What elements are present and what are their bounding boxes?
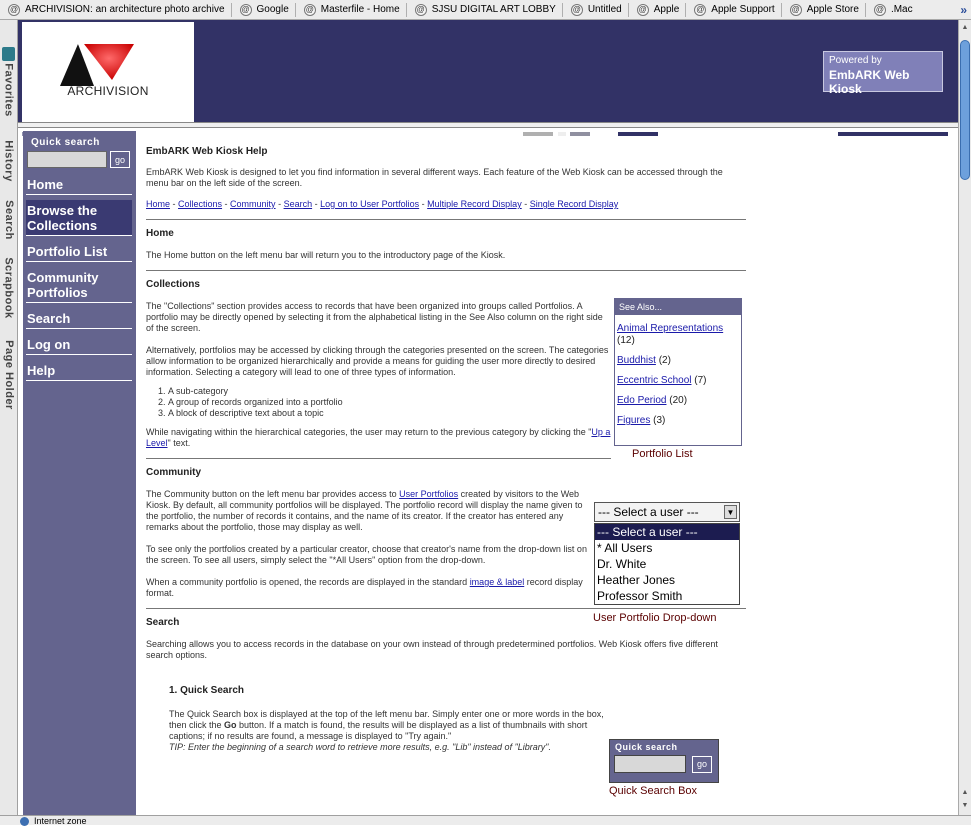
dropdown-option[interactable]: Professor Smith xyxy=(597,589,683,603)
text: The Quick Search box is displayed at the top of the left menu bar. Simply enter one or more words in the box, then click the xyxy=(169,709,604,730)
selected-value: --- Select a user --- xyxy=(598,505,699,519)
section-heading-search: Search xyxy=(146,617,180,628)
at-icon: @ xyxy=(241,4,250,14)
link-home[interactable]: Home xyxy=(146,199,171,209)
text: While navigating within the hierarchical categories, the user may return to the previous category by clicking the " xyxy=(146,427,592,437)
header-strip-pattern xyxy=(18,132,958,136)
at-icon: @ xyxy=(9,4,19,14)
link-up-a-level[interactable]: Up a Level xyxy=(146,427,611,448)
vertical-scrollbar[interactable] xyxy=(958,20,971,815)
at-icon: @ xyxy=(875,4,885,14)
at-icon: @ xyxy=(416,4,425,14)
divider xyxy=(146,270,746,271)
quick-search-input[interactable] xyxy=(27,151,107,168)
quick-search-example-go[interactable]: go xyxy=(692,756,712,773)
powered-line: Powered by xyxy=(829,55,882,66)
powered-product: EmbARK Web Kiosk xyxy=(829,68,910,96)
favorite-item[interactable] xyxy=(874,4,913,16)
quick-search-row xyxy=(23,148,136,168)
see-also-item xyxy=(615,395,741,407)
text: The Community button on the left menu bar provides access to xyxy=(146,489,400,499)
count: (20) xyxy=(669,395,688,406)
at-icon: @ xyxy=(638,4,647,14)
logo-text: ARCHIVISION xyxy=(67,84,149,98)
home-text: The Home button on the left menu bar will return you to the introductory page of the Kiosk. xyxy=(146,250,506,260)
divider xyxy=(146,219,746,220)
text: created by visitors to the Web Kiosk. By default, all community portfolios will be displayed. The portfolio record will display the name given to the portfolio, the number of records it contains, and the name of its creator. If the creator has entered any remarks about the portfolio, those may display as well. xyxy=(146,489,583,532)
collections-p2: Alternatively, portfolios may be accessed by clicking through the categories presented on the screen. The categories allow information to be organized hierarchically and provide a means for guiding the user more directly to desired information. Selecting a category will lead to one of three types of information. xyxy=(146,345,609,377)
nav-portfolio-list[interactable]: Portfolio List xyxy=(26,241,132,262)
archivision-logo[interactable] xyxy=(22,22,194,122)
community-p3 xyxy=(146,577,591,599)
separator xyxy=(295,3,296,17)
divider xyxy=(146,608,746,609)
site-header xyxy=(18,20,958,122)
quick-search-example-input[interactable] xyxy=(614,755,686,773)
favorite-item[interactable] xyxy=(8,4,225,16)
user-dropdown-caption: User Portfolio Drop-down xyxy=(593,612,717,624)
dropdown-option[interactable]: Heather Jones xyxy=(597,573,676,587)
see-also-item xyxy=(615,415,741,427)
left-menu-bar xyxy=(23,131,136,815)
favorite-label: Google xyxy=(256,4,289,15)
link-log-on[interactable]: Log on to User Portfolios xyxy=(320,199,420,209)
user-dropdown-list xyxy=(594,523,740,605)
see-also-link[interactable]: Edo Period xyxy=(617,395,667,406)
status-text: Internet zone xyxy=(34,816,87,826)
favorite-label: Untitled xyxy=(587,4,622,15)
tab-label: Search xyxy=(3,200,16,240)
see-also-link[interactable]: Eccentric School xyxy=(617,375,692,386)
count: (3) xyxy=(653,415,666,426)
portfolio-list-caption: Portfolio List xyxy=(632,448,693,460)
at-icon: @ xyxy=(791,4,800,14)
favorite-item[interactable] xyxy=(415,4,556,16)
tab-label: Favorites xyxy=(3,63,16,117)
favorites-bar xyxy=(0,0,971,20)
tab-favorites[interactable] xyxy=(0,50,18,130)
link-search[interactable]: Search xyxy=(283,199,313,209)
link-user-portfolios[interactable]: User Portfolios xyxy=(399,489,459,499)
tab-label: Scrapbook xyxy=(3,257,16,319)
favorite-item[interactable] xyxy=(637,4,680,16)
community-p2: To see only the portfolios created by a particular creator, choose that creator's name from the drop-down list on the screen. To see all users, simply select the "*All Users" option from the drop-down. xyxy=(146,544,587,565)
favorite-label: ARCHIVISION: an architecture photo archive xyxy=(25,4,225,15)
nav-log-on[interactable]: Log on xyxy=(26,334,132,355)
header-divider xyxy=(18,122,958,128)
see-also-link[interactable]: Buddhist xyxy=(617,355,656,366)
see-also-item xyxy=(615,323,741,347)
count: (7) xyxy=(694,375,707,386)
separator xyxy=(562,3,563,17)
at-icon: @ xyxy=(305,4,314,14)
nav-help[interactable]: Help xyxy=(26,360,132,381)
quick-search-example xyxy=(609,739,719,783)
tab-search[interactable] xyxy=(0,192,18,248)
favorite-label: Apple xyxy=(653,4,680,15)
favorite-item[interactable] xyxy=(240,4,289,16)
link-collections[interactable]: Collections xyxy=(178,199,223,209)
text: When a community portfolio is opened, the records are displayed in the standard xyxy=(146,577,470,587)
dropdown-option[interactable]: --- Select a user --- xyxy=(595,524,739,540)
see-also-item xyxy=(615,355,741,367)
see-also-panel xyxy=(614,298,742,446)
tab-label: Page Holder xyxy=(3,340,15,410)
quick-search-tip: TIP: Enter the beginning of a search word to retrieve more results, e.g. "Lib" instead of "Library". xyxy=(169,742,551,752)
nav-home[interactable]: Home xyxy=(26,174,132,195)
link-image-label[interactable]: image & label xyxy=(469,577,525,587)
scrollbar-thumb[interactable] xyxy=(960,40,970,180)
link-multiple-record[interactable]: Multiple Record Display xyxy=(427,199,522,209)
dropdown-option[interactable]: * All Users xyxy=(597,541,653,555)
separator xyxy=(781,3,782,17)
text: button. If a match is found, the results will be displayed as a list of thumbnails with short captions; if no results are found, a message is displayed to "Try again." xyxy=(169,720,588,741)
tab-page-holder[interactable] xyxy=(0,335,18,415)
text: record display format. xyxy=(146,577,583,598)
collections-p3 xyxy=(146,427,611,449)
list-item: 3. A block of descriptive text about a topic xyxy=(168,408,611,419)
explorer-side-tabs xyxy=(0,20,18,815)
collections-list xyxy=(168,386,611,419)
section-heading-home: Home xyxy=(146,228,174,239)
section-heading-collections: Collections xyxy=(146,279,200,290)
heading-quick-search: 1. Quick Search xyxy=(169,685,245,696)
at-icon: @ xyxy=(572,4,581,14)
link-community[interactable]: Community xyxy=(230,199,276,209)
quick-search-caption: Quick Search Box xyxy=(609,785,698,797)
favorite-item[interactable] xyxy=(304,4,400,16)
separator xyxy=(685,3,686,17)
quick-search-label: Quick search xyxy=(31,137,100,148)
see-also-heading: See Also... xyxy=(615,299,741,315)
favorite-label: SJSU DIGITAL ART LOBBY xyxy=(431,4,556,15)
separator xyxy=(406,3,407,17)
text: " text. xyxy=(167,438,191,448)
tab-label: History xyxy=(3,140,15,182)
see-also-item xyxy=(615,375,741,387)
favorite-label: Apple Support xyxy=(711,4,775,15)
user-select-dropdown[interactable] xyxy=(594,502,740,522)
count: (12) xyxy=(617,335,635,346)
logo-mark-icon xyxy=(22,22,194,122)
favorite-item[interactable] xyxy=(790,4,859,16)
favorite-label: Apple Store xyxy=(806,4,859,15)
tab-scrapbook[interactable] xyxy=(0,248,18,328)
favorite-item[interactable] xyxy=(571,4,622,16)
favorite-label: .Mac xyxy=(890,4,913,15)
community-p1 xyxy=(146,489,591,533)
more-favorites-chevron-icon[interactable]: » xyxy=(960,3,967,17)
nav-search[interactable]: Search xyxy=(26,308,132,329)
separator xyxy=(231,3,232,17)
nav-browse-collections[interactable]: Browse the Collections xyxy=(26,200,132,236)
scroll-up-icon[interactable]: ▲ xyxy=(961,789,969,796)
section-heading-community: Community xyxy=(146,467,201,478)
separator xyxy=(628,3,629,17)
page-content xyxy=(18,20,958,815)
scroll-up-icon[interactable]: ▲ xyxy=(961,24,969,31)
count: (2) xyxy=(658,355,671,366)
go-button[interactable]: go xyxy=(110,151,130,168)
dropdown-option[interactable]: Dr. White xyxy=(597,557,647,571)
list-item: 2. A group of records organized into a portfolio xyxy=(168,397,611,408)
dropdown-arrow-icon[interactable]: ▼ xyxy=(724,505,737,519)
help-links: Home - Collections - Community - Search - Log on to User Portfolios - Multiple Record Display - Single Record Display xyxy=(146,199,619,209)
collections-p1: The "Collections" section provides access to records that have been organized into groups called Portfolios. A portfolio may be directly opened by selecting it from the alphabetical listing in the See Also column on the right side of the screen. xyxy=(146,301,603,333)
text-bold: Go xyxy=(224,720,237,730)
search-text: Searching allows you to access records in the database on your own instead of through predetermined portfolios. Web Kiosk offers five different search options. xyxy=(146,639,718,660)
favorite-item[interactable] xyxy=(694,4,774,16)
quick-search-example-label: Quick search xyxy=(615,742,678,752)
link-single-record[interactable]: Single Record Display xyxy=(529,199,619,209)
status-bar xyxy=(0,815,971,825)
powered-by-badge xyxy=(823,51,943,96)
tab-history[interactable] xyxy=(0,130,18,192)
scroll-down-icon[interactable]: ▼ xyxy=(961,802,969,809)
see-also-link[interactable]: Animal Representations xyxy=(617,323,724,334)
page-title: EmbARK Web Kiosk Help xyxy=(146,146,268,157)
nav-community-portfolios[interactable]: Community Portfolios xyxy=(26,267,132,303)
intro-text: EmbARK Web Kiosk is designed to let you find information in several different ways. Each feature of the Web Kiosk can be accessed through the menu bar on the left side of the screen. xyxy=(146,167,723,188)
favorite-label: Masterfile - Home xyxy=(320,4,400,15)
divider xyxy=(146,458,611,459)
at-icon: @ xyxy=(696,4,705,14)
list-item: 1. A sub-category xyxy=(168,386,611,397)
see-also-link[interactable]: Figures xyxy=(617,415,651,426)
separator xyxy=(865,3,866,17)
quick-search-text xyxy=(169,709,607,742)
